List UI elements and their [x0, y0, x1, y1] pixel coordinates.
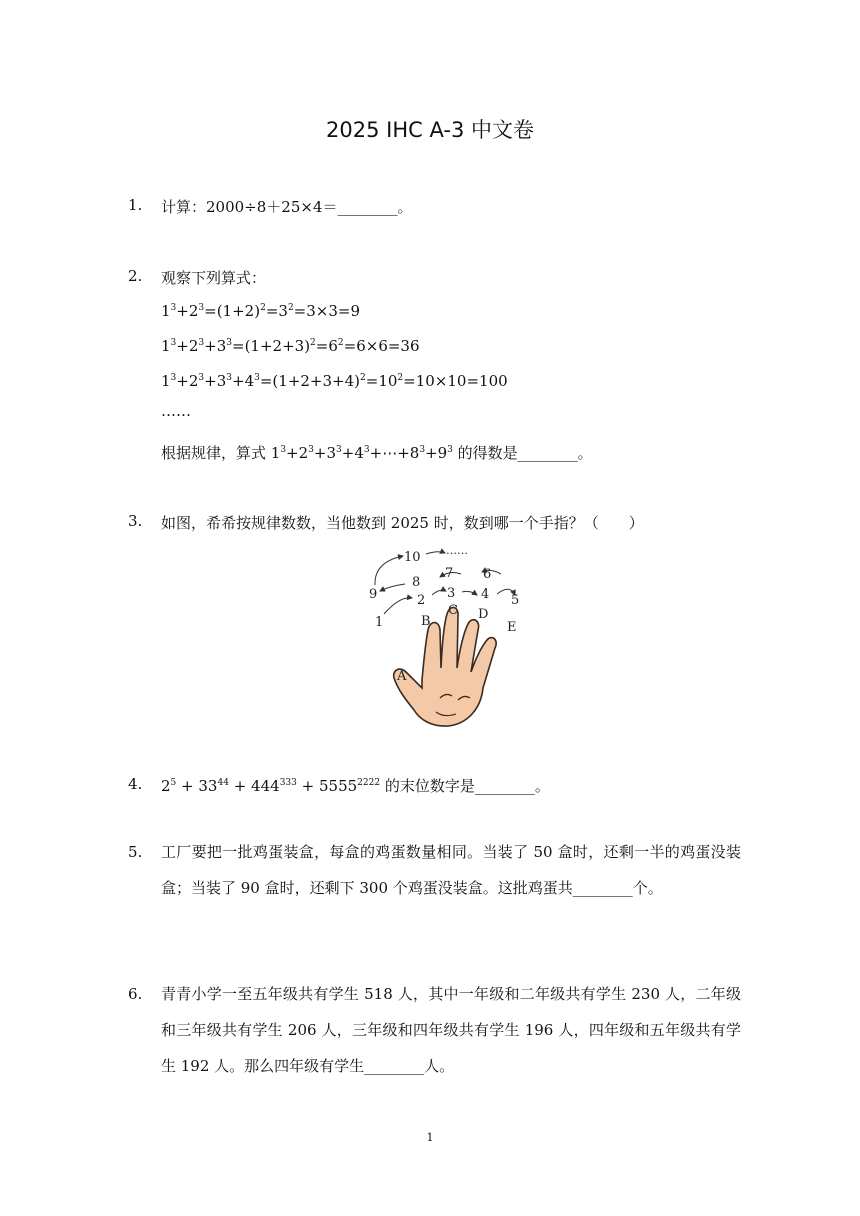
count-number-5: 5 [511, 593, 520, 608]
question-6-text: 青青小学一至五年级共有学生 518 人，其中一年级和二年级共有学生 230 人，二年级和三年级共有学生 206 人，三年级和四年级共有学生 196 人，四年级和五年级共有学生 192 人。那么四年级有学生________人。 [161, 985, 741, 1075]
count-number-6: 6 [483, 567, 492, 582]
question-2-rule: 根据规律，算式 $1^3+2^3+3^3+4^3+\cdots+8^3+9^3$ 的得数是________。 [161, 444, 593, 462]
count-ellipsis: …… [446, 544, 468, 557]
count-number-8: 8 [412, 575, 421, 590]
count-number-3: 3 [447, 586, 456, 601]
question-6-number: 6. [128, 985, 143, 1003]
count-number-2: 2 [417, 593, 426, 608]
page-number: 1 [426, 1131, 434, 1144]
count-number-1: 1 [375, 615, 384, 630]
page-title: 2025 IHC A-3 中文卷 [326, 118, 534, 142]
finger-label-a: A [397, 669, 407, 684]
finger-label-b: B [421, 614, 431, 629]
question-2-ellipsis: …… [161, 402, 191, 420]
question-5-number: 5. [128, 843, 143, 861]
question-1-text: 计算：2000÷8＋25×4＝________。 [161, 198, 413, 216]
count-number-7: 7 [445, 566, 454, 581]
finger-label-e: E [507, 620, 517, 635]
question-1-number: 1. [128, 196, 143, 214]
finger-label-d: D [478, 607, 489, 622]
question-5-text: 工厂要把一批鸡蛋装盒，每盒的鸡蛋数量相同。当装了 50 盒时，还剩一半的鸡蛋没装盒；当装了 90 盒时，还剩下 300 个鸡蛋没装盒。这批鸡蛋共________个。 [161, 843, 741, 897]
question-3-text: 如图，希希按规律数数，当他数到 2025 时，数到哪一个手指？（ ） [161, 514, 644, 532]
question-2-intro: 观察下列算式： [161, 269, 267, 287]
finger-label-c: C [448, 603, 458, 618]
question-4-number: 4. [128, 775, 143, 793]
question-3-number: 3. [128, 512, 143, 530]
question-2-equation-2: $1^3+2^3+3^3=(1+2+3)^2=6^2=6\times 6=36$ [161, 337, 420, 355]
question-2-equation-1: $1^3+2^3=(1+2)^2=3^2=3\times 3=9$ [161, 302, 361, 320]
hand-illustration [394, 607, 496, 726]
question-2-equation-3: $1^3+2^3+3^3+4^3=(1+2+3+4)^2=10^2=10\times 10=100$ [161, 372, 508, 390]
question-4-text: $2^5 + 33^{44} + 444^{333} + 5555^{2222}$ 的末位数字是________。 [161, 777, 550, 795]
count-number-10: 10 [404, 550, 421, 565]
count-number-4: 4 [481, 587, 490, 602]
hand-counting-figure [360, 540, 530, 735]
counting-arrows [375, 552, 515, 614]
question-2-number: 2. [128, 267, 143, 285]
count-number-9: 9 [369, 587, 378, 602]
